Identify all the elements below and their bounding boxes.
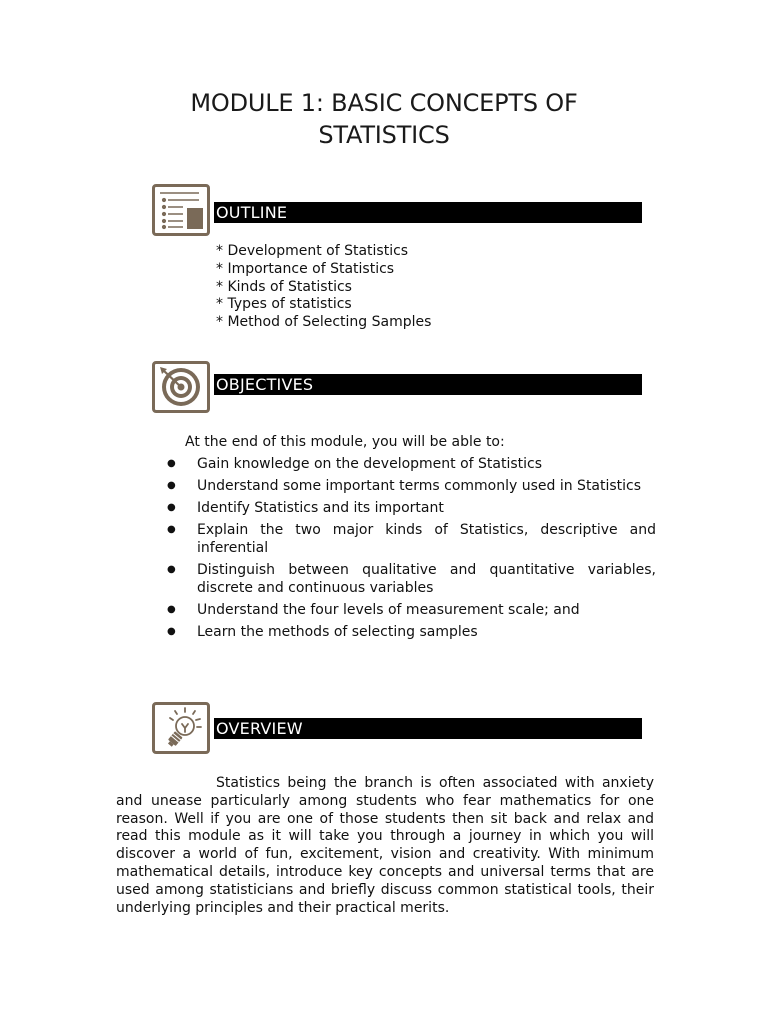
list-item (167, 561, 656, 597)
list-item-text: Understand some important terms commonly used in Statistics (197, 478, 642, 494)
list-item-text: Understand the four levels of measurement scale; and (197, 602, 580, 618)
list-item-text: Learn the methods of selecting samples (197, 624, 478, 640)
document-list-icon (152, 184, 210, 236)
list-item: * Kinds of Statistics (216, 278, 352, 295)
list-item: * Importance of Statistics (216, 260, 395, 277)
lightbulb-icon (152, 702, 210, 754)
list-item: * Development of Statistics (216, 243, 409, 259)
bullet-marker: ● (167, 524, 176, 535)
list-item (167, 477, 656, 495)
bullet-marker: ● (167, 626, 176, 637)
list-item: * Types of statistics (216, 296, 352, 313)
list-item (167, 499, 656, 517)
list-item (167, 623, 656, 641)
outline-list (216, 243, 431, 332)
page-title-line-2: STATISTICS (318, 121, 450, 149)
list-item-text: Identify Statistics and its important (197, 500, 444, 516)
bullet-marker: ● (167, 564, 176, 575)
bullet-marker: ● (167, 502, 176, 513)
page-title-line-1: MODULE 1: BASIC CONCEPTS OF (190, 89, 578, 117)
list-item (167, 521, 656, 557)
outline-heading: OUTLINE (214, 202, 642, 223)
bullet-marker: ● (167, 458, 176, 469)
list-item: * Method of Selecting Samples (216, 314, 432, 331)
list-item-text: Distinguish between qualitative and quantitative variables, discrete and continuous variables (197, 562, 656, 596)
objectives-list (167, 455, 656, 645)
overview-paragraph: Statistics being the branch is often associated with anxiety and unease particularly among students who fear mathematics for one reason. Well if you are one of those students then sit back and relax and read this module as it will take you through a journey in which you will discover a world of fun, excitement, vision and creativity. With minimum mathematical details, introduce key concepts and universal terms that are used among statisticians and briefly discuss common statistical tools, their underlying principles and their practical merits. (116, 775, 654, 916)
lightbulb-icon-graphic (155, 705, 207, 751)
list-item (167, 455, 656, 473)
list-item (167, 601, 656, 619)
list-item-text: Gain knowledge on the development of Statistics (197, 456, 543, 472)
page-title (0, 87, 768, 151)
bullet-marker: ● (167, 604, 176, 615)
target-icon (152, 361, 210, 413)
list-item-text: Explain the two major kinds of Statistics, descriptive and inferential (197, 522, 656, 556)
target-icon-graphic (155, 364, 207, 410)
document-list-icon-graphic (155, 187, 207, 233)
overview-heading: OVERVIEW (214, 718, 642, 739)
bullet-marker: ● (167, 480, 176, 491)
objectives-heading: OBJECTIVES (214, 374, 642, 395)
objectives-intro: At the end of this module, you will be able to: (185, 434, 505, 450)
